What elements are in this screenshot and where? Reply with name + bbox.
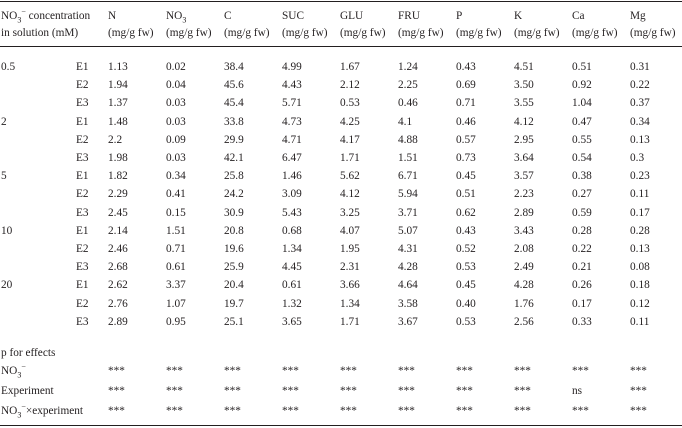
effect-significance: *** bbox=[630, 365, 647, 377]
row-experiment: E1 bbox=[76, 279, 89, 291]
table-cell: 0.26 bbox=[572, 279, 592, 291]
table-cell: 3.50 bbox=[514, 79, 534, 91]
table-cell: 6.47 bbox=[282, 152, 302, 164]
table-cell: 1.34 bbox=[340, 298, 360, 310]
effect-significance: *** bbox=[340, 365, 357, 377]
table-cell: 0.03 bbox=[166, 152, 186, 164]
table-cell: 1.04 bbox=[572, 97, 592, 109]
table-cell: 3.66 bbox=[340, 279, 360, 291]
column-header bbox=[340, 8, 386, 42]
header-concentration: $NO_3^-$ concentration in solution (mM) bbox=[1, 7, 91, 39]
table-cell: 19.7 bbox=[224, 298, 244, 310]
table-cell: 4.73 bbox=[282, 116, 302, 128]
table-cell: 0.53 bbox=[340, 97, 360, 109]
table-cell: 0.71 bbox=[456, 97, 476, 109]
table-cell: 4.25 bbox=[340, 116, 360, 128]
table-cell: 0.53 bbox=[456, 316, 476, 328]
table-cell: 0.52 bbox=[456, 243, 476, 255]
effect-label-part: 3 bbox=[17, 370, 22, 380]
table-cell: 4.12 bbox=[514, 116, 534, 128]
table-cell: 0.40 bbox=[456, 298, 476, 310]
table-cell: 2.14 bbox=[108, 225, 128, 237]
effect-label-part: Experiment bbox=[1, 385, 54, 397]
effect-significance: *** bbox=[224, 365, 241, 377]
table-cell: 1.48 bbox=[108, 116, 128, 128]
effect-significance: ns bbox=[572, 385, 583, 397]
table-cell: 29.9 bbox=[224, 134, 244, 146]
effect-label-part: NO bbox=[1, 365, 18, 377]
table-cell: 3.37 bbox=[166, 279, 186, 291]
table-cell: 2.62 bbox=[108, 279, 128, 291]
column-header bbox=[398, 8, 444, 42]
table-cell: 4.17 bbox=[340, 134, 360, 146]
effect-significance: *** bbox=[166, 365, 183, 377]
table-cell: 2.2 bbox=[108, 134, 123, 146]
table-cell: 0.11 bbox=[630, 188, 650, 200]
effect-significance: *** bbox=[456, 385, 473, 397]
table-bottom-rule bbox=[0, 425, 682, 426]
table-cell: 2.95 bbox=[514, 134, 534, 146]
column-header bbox=[166, 8, 212, 42]
effect-label-part: ×experiment bbox=[25, 405, 84, 417]
table-cell: 4.1 bbox=[398, 116, 413, 128]
table-cell: 0.34 bbox=[166, 170, 186, 182]
column-header-unit: (mg/g fw) bbox=[456, 27, 502, 39]
column-header-name: Mg bbox=[630, 10, 646, 22]
row-experiment: E1 bbox=[76, 170, 89, 182]
table-cell: 3.43 bbox=[514, 225, 534, 237]
table-cell: 0.92 bbox=[572, 79, 592, 91]
table-cell: 1.98 bbox=[108, 152, 128, 164]
table-cell: 4.28 bbox=[514, 279, 534, 291]
table-cell: 2.08 bbox=[514, 243, 534, 255]
table-cell: 3.09 bbox=[282, 188, 302, 200]
table-cell: 4.43 bbox=[282, 79, 302, 91]
table-cell: 1.82 bbox=[108, 170, 128, 182]
table-cell: 1.32 bbox=[282, 298, 302, 310]
effect-label bbox=[1, 362, 26, 380]
table-cell: 5.43 bbox=[282, 207, 302, 219]
column-header bbox=[282, 8, 328, 42]
row-concentration: 2 bbox=[1, 116, 7, 128]
table-cell: 2.23 bbox=[514, 188, 534, 200]
table-cell: 2.68 bbox=[108, 261, 128, 273]
table-cell: 1.71 bbox=[340, 316, 360, 328]
column-header-unit: (mg/g fw) bbox=[166, 27, 212, 39]
table-cell: 4.99 bbox=[282, 61, 302, 73]
effect-significance: *** bbox=[456, 365, 473, 377]
table-cell: 20.8 bbox=[224, 225, 244, 237]
table-cell: 0.22 bbox=[572, 243, 592, 255]
column-header bbox=[630, 8, 676, 42]
row-experiment: E1 bbox=[76, 61, 89, 73]
table-cell: 0.18 bbox=[630, 279, 650, 291]
table-cell: 0.13 bbox=[630, 134, 650, 146]
table-cell: 25.8 bbox=[224, 170, 244, 182]
table-cell: 1.07 bbox=[166, 298, 186, 310]
table-cell: 1.94 bbox=[108, 79, 128, 91]
table-cell: 25.1 bbox=[224, 316, 244, 328]
column-header bbox=[456, 8, 502, 42]
table-cell: 20.4 bbox=[224, 279, 244, 291]
column-header-unit: (mg/g fw) bbox=[630, 27, 676, 39]
table-cell: 0.73 bbox=[456, 152, 476, 164]
table-cell: 45.4 bbox=[224, 97, 244, 109]
table-cell: 0.27 bbox=[572, 188, 592, 200]
table-cell: 1.34 bbox=[282, 243, 302, 255]
table-cell: 0.46 bbox=[456, 116, 476, 128]
table-cell: 0.17 bbox=[572, 298, 592, 310]
column-header bbox=[514, 8, 560, 42]
row-experiment: E2 bbox=[76, 298, 89, 310]
table-cell: 2.49 bbox=[514, 261, 534, 273]
table-cell: 0.43 bbox=[456, 225, 476, 237]
table-cell: 1.46 bbox=[282, 170, 302, 182]
table-cell: 0.69 bbox=[456, 79, 476, 91]
table-cell: 0.03 bbox=[166, 116, 186, 128]
table-cell: 0.22 bbox=[630, 79, 650, 91]
column-header-name: Ca bbox=[572, 10, 585, 22]
table-cell: 2.45 bbox=[108, 207, 128, 219]
table-cell: 45.6 bbox=[224, 79, 244, 91]
effect-significance: *** bbox=[166, 405, 183, 417]
table-cell: 3.57 bbox=[514, 170, 534, 182]
column-header-name: FRU bbox=[398, 10, 420, 22]
effect-significance: *** bbox=[514, 385, 531, 397]
table-cell: 19.6 bbox=[224, 243, 244, 255]
table-cell: 0.09 bbox=[166, 134, 186, 146]
table-cell: 2.89 bbox=[514, 207, 534, 219]
table-top-rule bbox=[0, 1, 682, 2]
column-header-name: N bbox=[108, 10, 117, 22]
table-cell: 38.4 bbox=[224, 61, 244, 73]
table-cell: 0.41 bbox=[166, 188, 186, 200]
effect-significance: *** bbox=[456, 405, 473, 417]
table-cell: 3.58 bbox=[398, 298, 418, 310]
table-cell: 5.71 bbox=[282, 97, 302, 109]
table-cell: 0.61 bbox=[282, 279, 302, 291]
table-cell: 4.88 bbox=[398, 134, 418, 146]
table-cell: 1.51 bbox=[398, 152, 418, 164]
row-experiment: E3 bbox=[76, 261, 89, 273]
table-cell: 1.37 bbox=[108, 97, 128, 109]
effect-significance: *** bbox=[630, 385, 647, 397]
table-cell: 30.9 bbox=[224, 207, 244, 219]
table-cell: 0.43 bbox=[456, 61, 476, 73]
effect-significance: *** bbox=[224, 405, 241, 417]
table-cell: 0.31 bbox=[630, 61, 650, 73]
table-cell: 4.45 bbox=[282, 261, 302, 273]
table-cell: 0.28 bbox=[630, 225, 650, 237]
table-cell: 1.24 bbox=[398, 61, 418, 73]
column-header-unit: (mg/g fw) bbox=[514, 27, 560, 39]
table-cell: 5.62 bbox=[340, 170, 360, 182]
effect-label-part: NO bbox=[1, 405, 18, 417]
table-cell: 3.64 bbox=[514, 152, 534, 164]
effect-label-part: − bbox=[21, 362, 26, 372]
table-cell: 0.02 bbox=[166, 61, 186, 73]
table-cell: 3.65 bbox=[282, 316, 302, 328]
row-concentration: 5 bbox=[1, 170, 7, 182]
table-cell: 5.07 bbox=[398, 225, 418, 237]
effect-significance: *** bbox=[340, 405, 357, 417]
table-cell: 0.62 bbox=[456, 207, 476, 219]
table-cell: 0.28 bbox=[572, 225, 592, 237]
table-cell: 2.56 bbox=[514, 316, 534, 328]
table-cell: 0.23 bbox=[630, 170, 650, 182]
table-cell: 1.71 bbox=[340, 152, 360, 164]
effects-title: p for effects bbox=[1, 347, 56, 359]
table-cell: 1.95 bbox=[340, 243, 360, 255]
row-experiment: E2 bbox=[76, 134, 89, 146]
effect-significance: *** bbox=[282, 385, 299, 397]
row-concentration: 0.5 bbox=[1, 61, 16, 73]
effect-significance: *** bbox=[398, 365, 415, 377]
table-cell: 4.64 bbox=[398, 279, 418, 291]
table-cell: 2.12 bbox=[340, 79, 360, 91]
effect-label bbox=[1, 402, 84, 420]
column-header bbox=[108, 8, 154, 42]
table-cell: 1.13 bbox=[108, 61, 128, 73]
effect-significance: *** bbox=[108, 365, 125, 377]
table-cell: 0.61 bbox=[166, 261, 186, 273]
column-header-unit: (mg/g fw) bbox=[282, 27, 328, 39]
row-experiment: E3 bbox=[76, 152, 89, 164]
row-experiment: E2 bbox=[76, 243, 89, 255]
effect-significance: *** bbox=[340, 385, 357, 397]
row-experiment: E3 bbox=[76, 97, 89, 109]
table-cell: 0.08 bbox=[630, 261, 650, 273]
column-header-unit: (mg/g fw) bbox=[398, 27, 444, 39]
column-header bbox=[572, 8, 618, 42]
table-cell: 4.07 bbox=[340, 225, 360, 237]
column-header-unit: (mg/g fw) bbox=[340, 27, 386, 39]
table-header-rule bbox=[0, 46, 682, 47]
table-cell: 0.45 bbox=[456, 170, 476, 182]
effect-label bbox=[1, 385, 54, 398]
table-cell: 4.71 bbox=[282, 134, 302, 146]
table-cell: 24.2 bbox=[224, 188, 244, 200]
table-cell: 0.53 bbox=[456, 261, 476, 273]
table-cell: 33.8 bbox=[224, 116, 244, 128]
table-cell: 0.33 bbox=[572, 316, 592, 328]
row-experiment: E1 bbox=[76, 116, 89, 128]
effect-significance: *** bbox=[398, 405, 415, 417]
table-cell: 0.13 bbox=[630, 243, 650, 255]
table-cell: 0.68 bbox=[282, 225, 302, 237]
effect-significance: *** bbox=[166, 385, 183, 397]
table-cell: 0.46 bbox=[398, 97, 418, 109]
column-header-name: $NO_3$ bbox=[166, 10, 187, 25]
column-header-name: K bbox=[514, 10, 523, 22]
row-concentration: 10 bbox=[1, 225, 13, 237]
table-cell: 4.12 bbox=[340, 188, 360, 200]
table-cell: 0.04 bbox=[166, 79, 186, 91]
table-cell: 3.55 bbox=[514, 97, 534, 109]
table-cell: 0.21 bbox=[572, 261, 592, 273]
effect-significance: *** bbox=[224, 385, 241, 397]
table-cell: 42.1 bbox=[224, 152, 244, 164]
table-cell: 2.46 bbox=[108, 243, 128, 255]
table-cell: 1.51 bbox=[166, 225, 186, 237]
row-experiment: E1 bbox=[76, 225, 89, 237]
table-cell: 0.57 bbox=[456, 134, 476, 146]
row-experiment: E2 bbox=[76, 79, 89, 91]
effect-significance: *** bbox=[572, 365, 589, 377]
effect-significance: *** bbox=[282, 365, 299, 377]
table-cell: 3.71 bbox=[398, 207, 418, 219]
row-experiment: E3 bbox=[76, 207, 89, 219]
row-experiment: E3 bbox=[76, 316, 89, 328]
column-header-name: SUC bbox=[282, 10, 304, 22]
column-header-unit: (mg/g fw) bbox=[572, 27, 618, 39]
table-cell: 3.25 bbox=[340, 207, 360, 219]
table-cell: 2.89 bbox=[108, 316, 128, 328]
effect-label-part: 3 bbox=[17, 410, 22, 420]
table-cell: 0.11 bbox=[630, 316, 650, 328]
table-cell: 25.9 bbox=[224, 261, 244, 273]
table-cell: 1.76 bbox=[514, 298, 534, 310]
table-cell: 0.45 bbox=[456, 279, 476, 291]
effect-label-part: − bbox=[21, 402, 26, 412]
table-cell: 0.12 bbox=[630, 298, 650, 310]
table-cell: 6.71 bbox=[398, 170, 418, 182]
table-cell: 0.95 bbox=[166, 316, 186, 328]
table-cell: 0.47 bbox=[572, 116, 592, 128]
table-cell: 2.29 bbox=[108, 188, 128, 200]
effect-significance: *** bbox=[108, 405, 125, 417]
table-cell: 3.67 bbox=[398, 316, 418, 328]
table-cell: 0.37 bbox=[630, 97, 650, 109]
table-cell: 0.15 bbox=[166, 207, 186, 219]
effect-significance: *** bbox=[514, 405, 531, 417]
table-cell: 0.55 bbox=[572, 134, 592, 146]
table-cell: 0.38 bbox=[572, 170, 592, 182]
effect-significance: *** bbox=[282, 405, 299, 417]
effect-significance: *** bbox=[108, 385, 125, 397]
table-cell: 0.17 bbox=[630, 207, 650, 219]
column-header-name: GLU bbox=[340, 10, 364, 22]
column-header-name: C bbox=[224, 10, 232, 22]
table-cell: 0.51 bbox=[456, 188, 476, 200]
table-cell: 4.51 bbox=[514, 61, 534, 73]
row-experiment: E2 bbox=[76, 188, 89, 200]
table-cell: 4.28 bbox=[398, 261, 418, 273]
column-header-subscript: 3 bbox=[182, 15, 187, 25]
table-cell: 0.54 bbox=[572, 152, 592, 164]
table-cell: 0.51 bbox=[572, 61, 592, 73]
effect-significance: *** bbox=[572, 405, 589, 417]
table-cell: 0.3 bbox=[630, 152, 645, 164]
table-cell: 2.76 bbox=[108, 298, 128, 310]
table-cell: 0.71 bbox=[166, 243, 186, 255]
column-header bbox=[224, 8, 270, 42]
table-cell: 5.94 bbox=[398, 188, 418, 200]
table-cell: 4.31 bbox=[398, 243, 418, 255]
table-cell: 2.31 bbox=[340, 261, 360, 273]
column-header-unit: (mg/g fw) bbox=[224, 27, 270, 39]
effect-significance: *** bbox=[630, 405, 647, 417]
column-header-unit: (mg/g fw) bbox=[108, 27, 154, 39]
effect-significance: *** bbox=[514, 365, 531, 377]
table-cell: 0.34 bbox=[630, 116, 650, 128]
table-cell: 2.25 bbox=[398, 79, 418, 91]
table-cell: 0.59 bbox=[572, 207, 592, 219]
effect-significance: *** bbox=[398, 385, 415, 397]
row-concentration: 20 bbox=[1, 279, 13, 291]
table-cell: 1.67 bbox=[340, 61, 360, 73]
table-cell: 0.03 bbox=[166, 97, 186, 109]
column-header-name: P bbox=[456, 10, 463, 22]
